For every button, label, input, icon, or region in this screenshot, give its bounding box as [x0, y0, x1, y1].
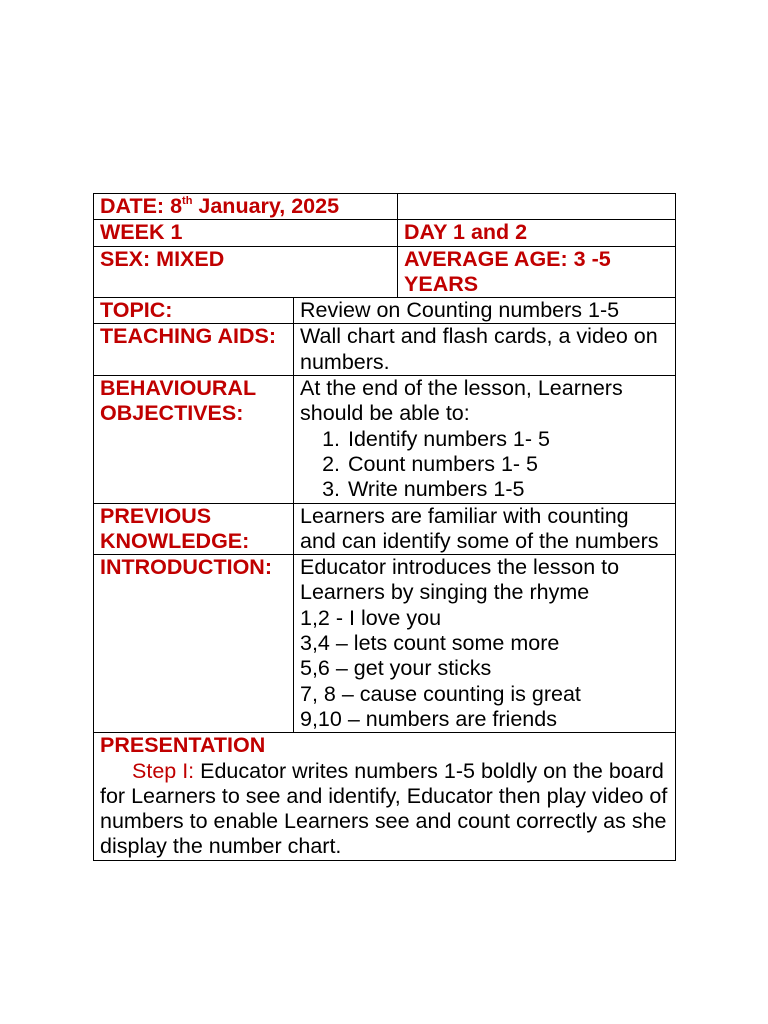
rhyme-line: 9,10 – numbers are friends [300, 706, 557, 731]
rhyme-line: 3,4 – lets count some more [300, 631, 560, 656]
topic-row [94, 298, 676, 324]
objectives-intro: At the end of the lesson, Learners should be able to: [300, 376, 623, 426]
day-cell: DAY 1 and 2 [398, 220, 676, 246]
objective-item: 1. Identify numbers 1- 5 [346, 427, 669, 452]
rhyme-line: 1,2 - I love you [300, 605, 442, 630]
rhyme-line: 5,6 – get your sticks [300, 656, 492, 681]
previous-knowledge-row [94, 503, 676, 555]
date-cell [94, 194, 398, 220]
introduction-line: Educator introduces the lesson to Learners by singing the rhyme [300, 555, 620, 605]
presentation-text [100, 759, 669, 860]
sex-row [94, 246, 676, 298]
step-label: Step I: [132, 758, 195, 783]
objectives-list [300, 427, 669, 503]
teaching-aids-row [94, 324, 676, 376]
objectives-label: BEHAVIOURAL OBJECTIVES: [94, 376, 294, 503]
objectives-row [94, 376, 676, 503]
date-superscript: th [182, 195, 193, 207]
rhyme-line: 7, 8 – cause counting is great [300, 681, 581, 706]
objectives-value [294, 376, 676, 503]
average-age-cell: AVERAGE AGE: 3 -5 YEARS [398, 246, 676, 298]
introduction-row [94, 555, 676, 733]
date-row [94, 194, 676, 220]
presentation-row [94, 733, 676, 860]
teaching-aids-value: Wall chart and flash cards, a video on numbers. [294, 324, 676, 376]
lesson-plan-table [93, 193, 676, 861]
week-row [94, 220, 676, 246]
empty-cell [398, 194, 676, 220]
teaching-aids-label: TEACHING AIDS: [94, 324, 294, 376]
introduction-label: INTRODUCTION: [94, 555, 294, 733]
topic-label: TOPIC: [94, 298, 294, 324]
presentation-label: PRESENTATION [100, 733, 266, 758]
introduction-value [294, 555, 676, 733]
previous-knowledge-label: PREVIOUS KNOWLEDGE: [94, 503, 294, 555]
objective-item: 2. Count numbers 1- 5 [346, 452, 669, 477]
sex-cell: SEX: MIXED [94, 246, 398, 298]
presentation-cell [94, 733, 676, 860]
objective-item: 3. Write numbers 1-5 [346, 477, 669, 502]
topic-value: Review on Counting numbers 1-5 [294, 298, 676, 324]
previous-knowledge-value: Learners are familiar with counting and can identify some of the numbers [294, 503, 676, 555]
date-rest: January, 2025 [192, 194, 340, 218]
week-cell: WEEK 1 [94, 220, 398, 246]
date-label: DATE: 8 [100, 194, 183, 218]
step-text: Educator writes numbers 1-5 boldly on the board for Learners to see and identify, Educator then play video of numbers to enable Learners see and count correctly as she display the number chart. [100, 758, 668, 859]
